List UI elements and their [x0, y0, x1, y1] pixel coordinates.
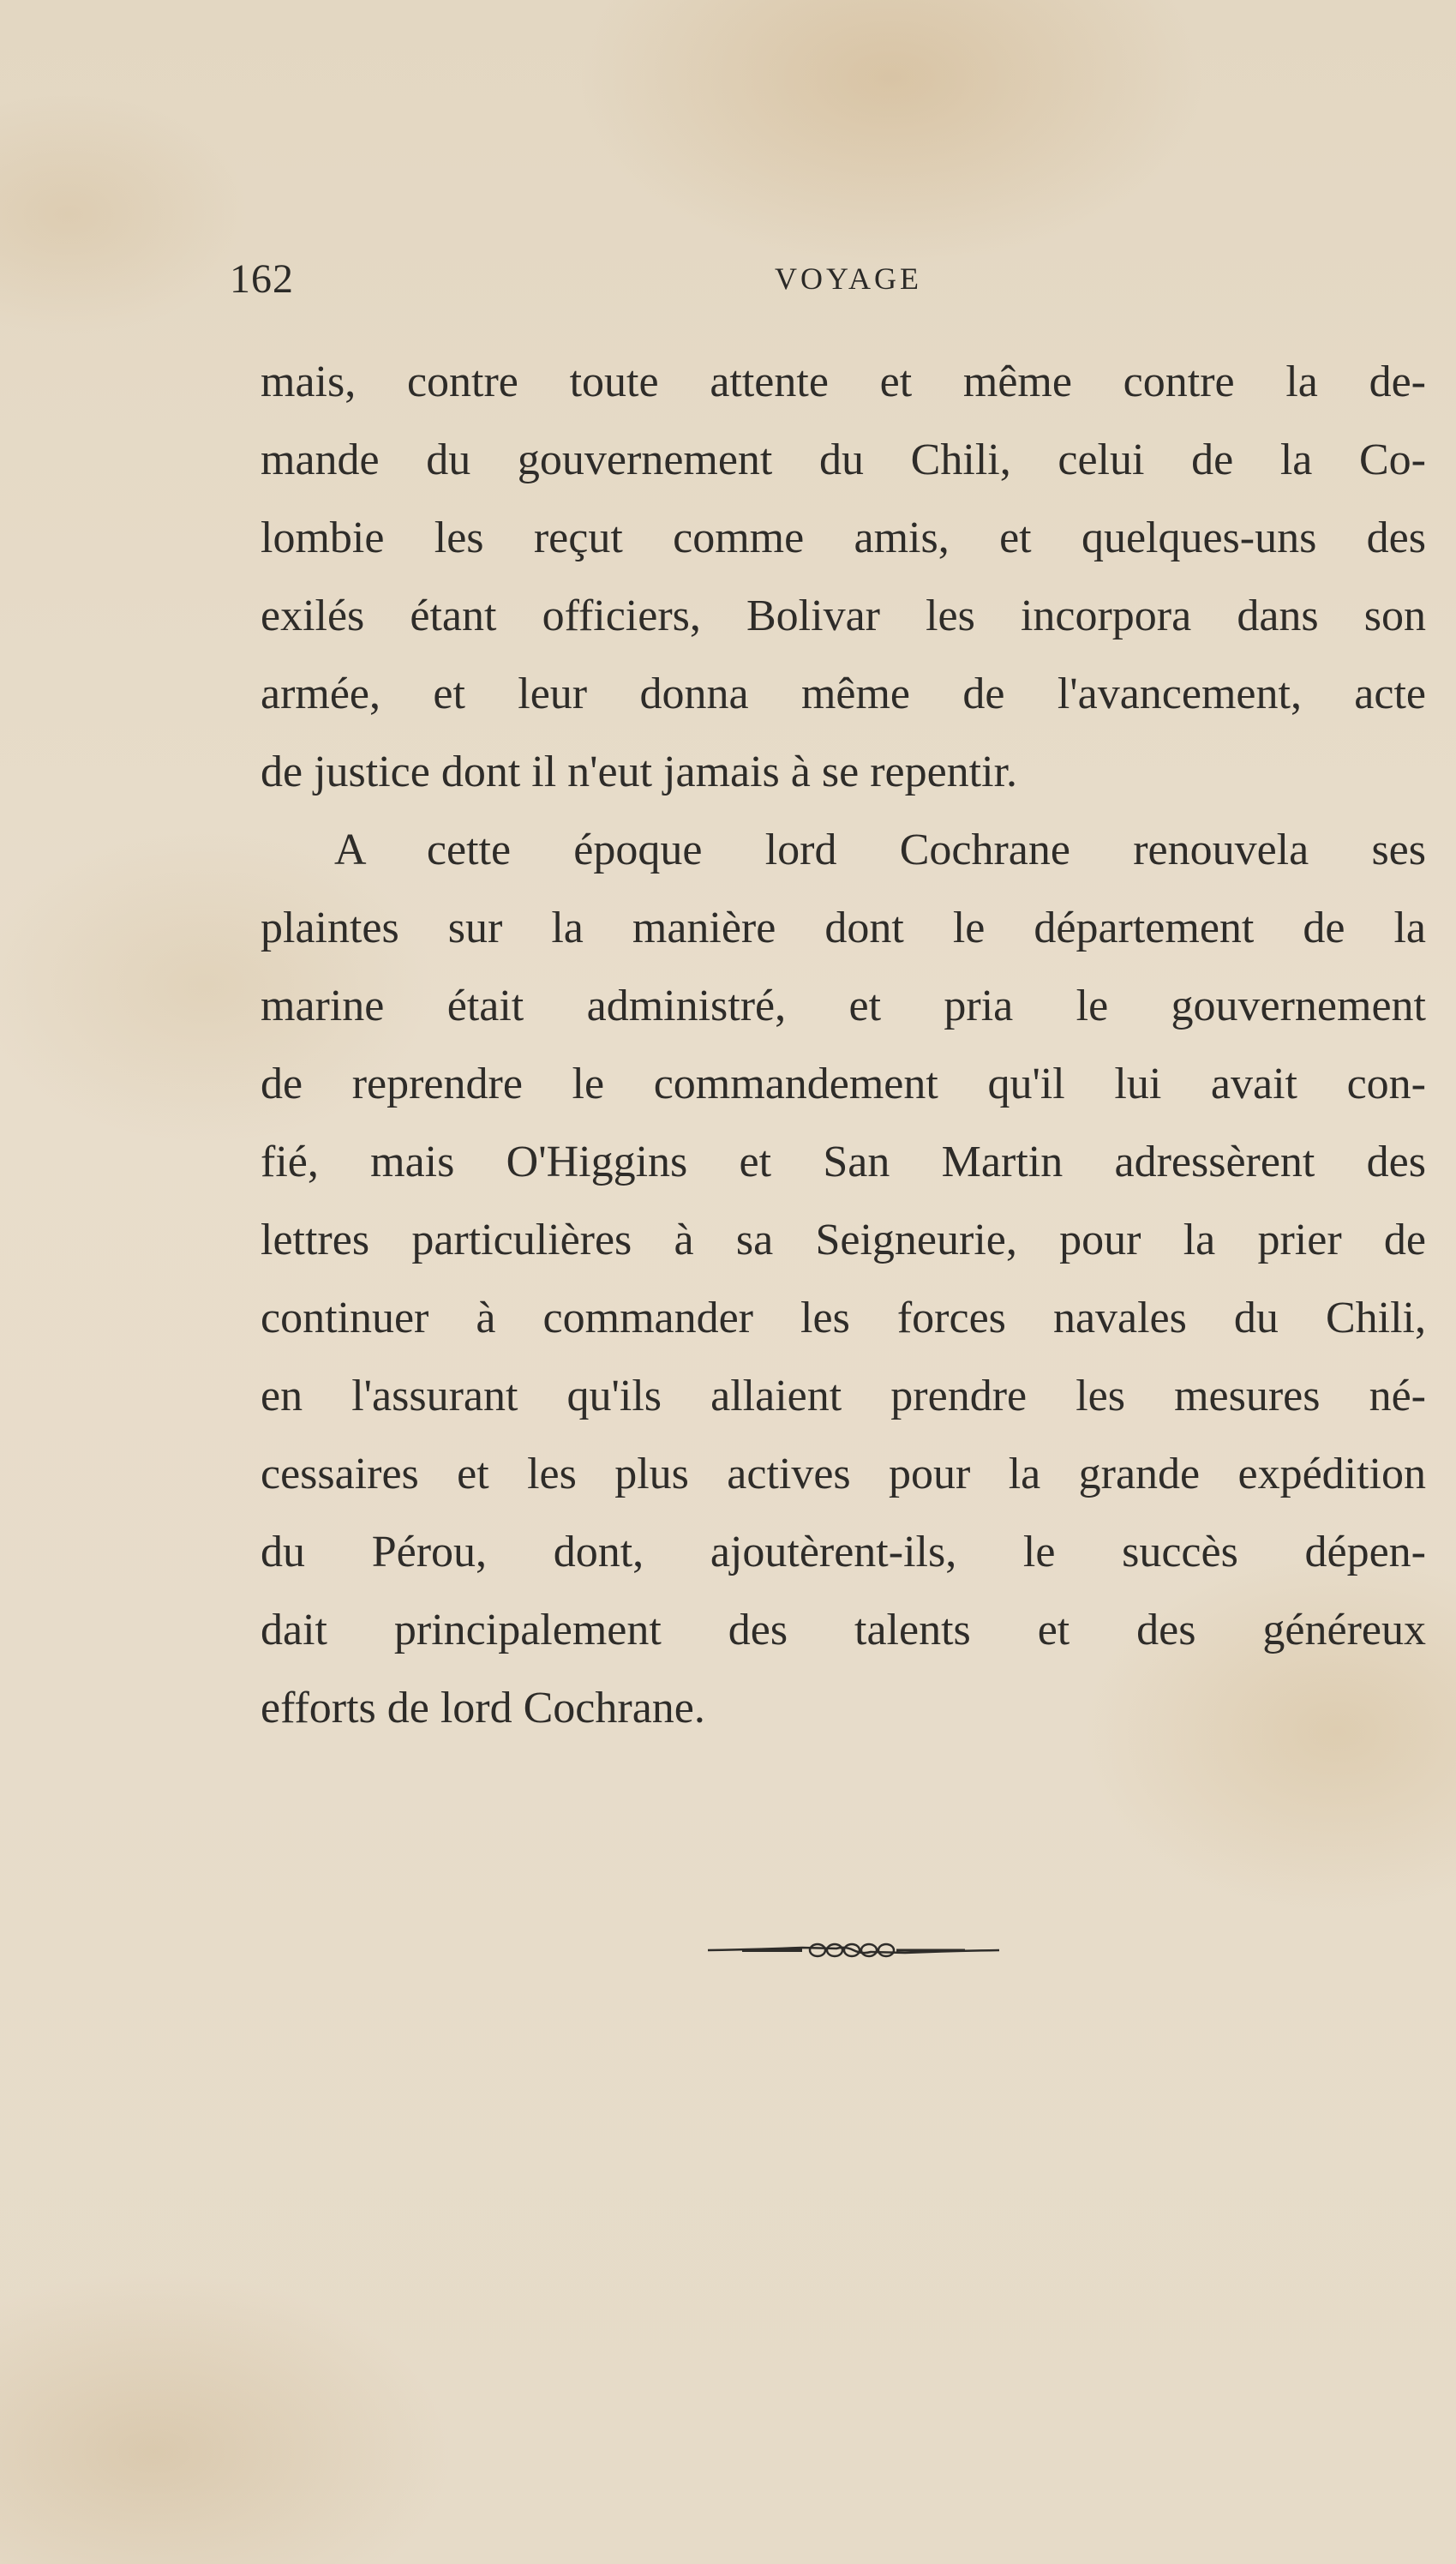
text-line: mande du gouvernement du Chili, celui de la Co-: [261, 435, 1426, 484]
text-line: du Pérou, dont, ajoutèrent-ils, le succès dépen-: [261, 1528, 1426, 1576]
text-line: exilés étant officiers, Bolivar les incorpora dans son: [261, 591, 1426, 640]
text-line: armée, et leur donna même de l'avancement, acte: [261, 670, 1426, 718]
text-line: mais, contre toute attente et même contre la de-: [261, 357, 1426, 406]
text-line: de reprendre le commandement qu'il lui avait con-: [261, 1060, 1426, 1108]
text-line: A cette époque lord Cochrane renouvela ses: [334, 826, 1426, 874]
text-line: continuer à commander les forces navales du Chili,: [261, 1294, 1426, 1342]
text-line: efforts de lord Cochrane.: [261, 1684, 705, 1732]
text-line: fié, mais O'Higgins et San Martin adressèrent des: [261, 1138, 1426, 1186]
text-line: lettres particulières à sa Seigneurie, pour la prier de: [261, 1216, 1426, 1264]
ornament-divider: [708, 1937, 999, 1963]
text-line: de justice dont il n'eut jamais à se repentir.: [261, 748, 1018, 796]
text-line: marine était administré, et pria le gouvernement: [261, 982, 1426, 1030]
page-header: [230, 255, 1378, 307]
text-line: lombie les reçut comme amis, et quelques-uns des: [261, 513, 1426, 562]
body-text: [261, 343, 1426, 1747]
text-line: dait principalement des talents et des généreux: [261, 1606, 1426, 1654]
page-number: 162: [230, 256, 294, 302]
running-head: VOYAGE: [775, 261, 922, 296]
text-line: cessaires et les plus actives pour la grande expédition: [261, 1450, 1426, 1498]
text-line: plaintes sur la manière dont le département de la: [261, 904, 1426, 952]
text-line: en l'assurant qu'ils allaient prendre les mesures né-: [261, 1372, 1426, 1420]
